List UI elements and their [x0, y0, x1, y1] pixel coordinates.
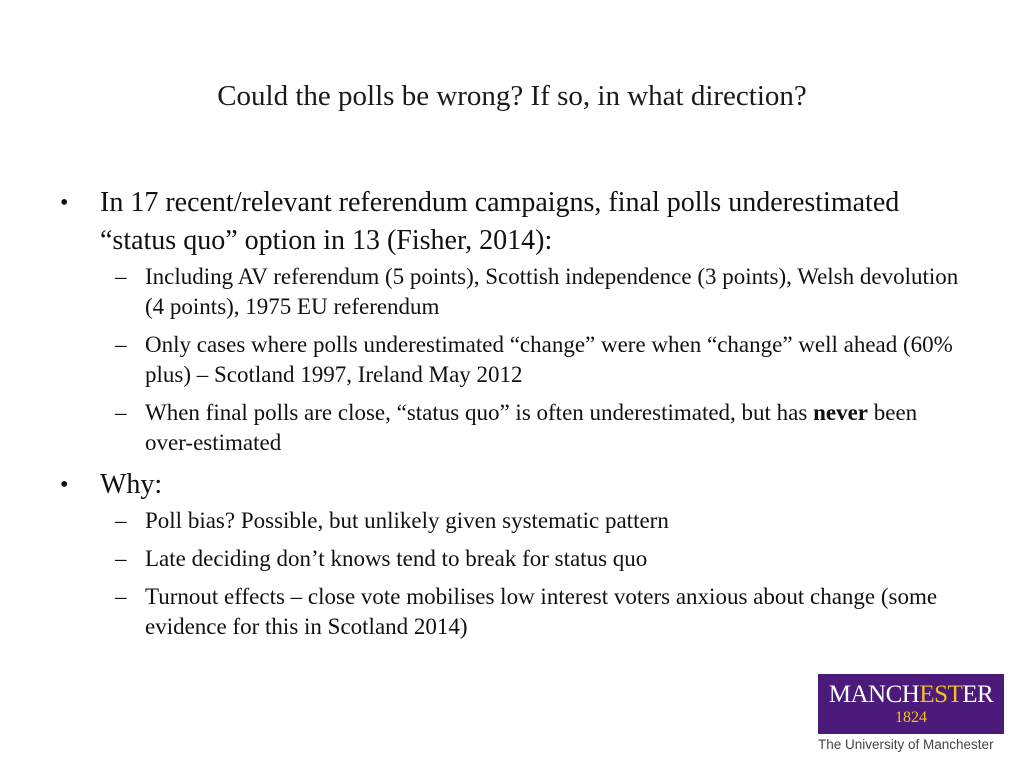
- sub-bullet-item: [60, 506, 960, 536]
- bullet-marker: •: [60, 472, 69, 498]
- dash-marker: –: [115, 400, 127, 425]
- sub-bullet-text: Only cases where polls underestimated “change” were when “change” well ahead (60% plus) – Scotland 1997, Ireland May 2012: [145, 332, 953, 387]
- dash-marker: –: [115, 546, 127, 571]
- sub-bullet-text: Late deciding don’t knows tend to break for status quo: [145, 546, 648, 571]
- bullet-marker: •: [60, 190, 69, 216]
- dash-marker: –: [115, 264, 127, 289]
- sub-bullet-item: [60, 330, 960, 390]
- sub-bullet-item: [60, 582, 960, 642]
- dash-marker: –: [115, 584, 127, 609]
- slide-title: Could the polls be wrong? If so, in what direction?: [217, 80, 807, 112]
- bullet-item: [60, 466, 960, 504]
- bullet-text: Why:: [100, 469, 163, 500]
- sub-bullet-text-end: been over-estimated: [145, 400, 918, 455]
- sub-bullet-list: [60, 262, 960, 458]
- dash-marker: –: [115, 508, 127, 533]
- logo-year: 1824: [895, 709, 927, 726]
- logo-wordmark: [818, 681, 1004, 709]
- university-logo: [818, 674, 1004, 734]
- logo-word-mid: EST: [919, 681, 963, 708]
- sub-bullet-text: Including AV referendum (5 points), Scottish independence (3 points), Welsh devolution (4 points), 1975 EU referendum: [145, 264, 959, 319]
- sub-bullet-text-start: When final polls are close, “status quo” is often underestimated, but has: [145, 400, 814, 425]
- bullet-list: [60, 184, 960, 650]
- sub-bullet-item: [60, 544, 960, 574]
- emphasis-never: never: [813, 400, 869, 425]
- sub-bullet-list: [60, 506, 960, 642]
- dash-marker: –: [115, 332, 127, 357]
- bullet-text: In 17 recent/relevant referendum campaigns, final polls underestimated “status quo” option in 13 (Fisher, 2014):: [100, 187, 900, 256]
- logo-word-end: ER: [962, 681, 994, 708]
- sub-bullet-text: Poll bias? Possible, but unlikely given systematic pattern: [145, 508, 669, 533]
- logo-caption: The University of Manchester: [818, 737, 994, 752]
- sub-bullet-item: [60, 398, 960, 458]
- sub-bullet-item: [60, 262, 960, 322]
- bullet-item: [60, 184, 960, 260]
- logo-word-start: MANCH: [828, 681, 920, 708]
- sub-bullet-text: Turnout effects – close vote mobilises low interest voters anxious about change (some evidence for this in Scotland 2014): [145, 584, 938, 639]
